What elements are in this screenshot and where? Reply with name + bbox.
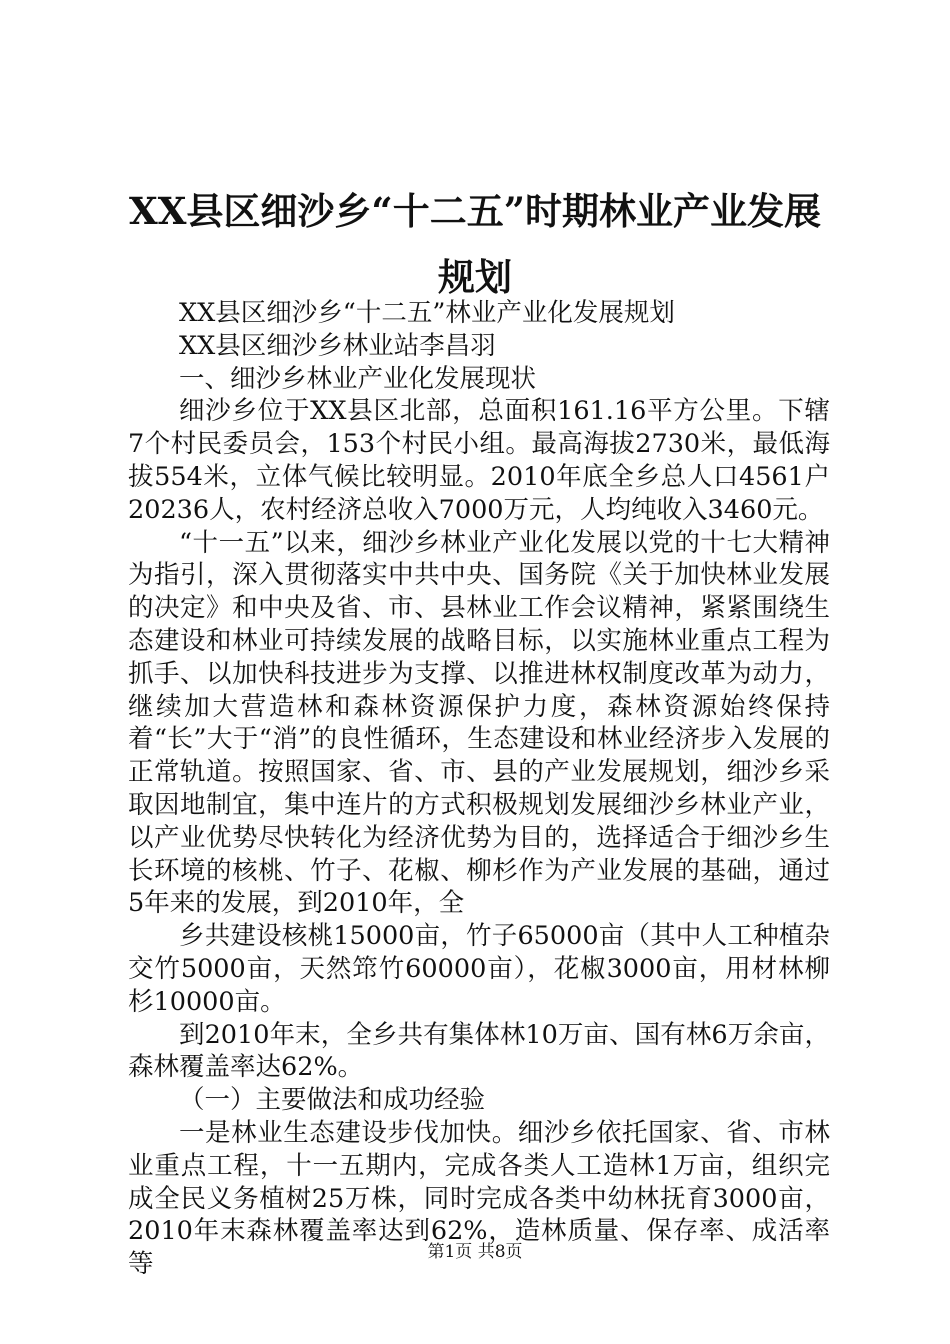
document-title: XX县区细沙乡“十二五”时期林业产业发展规划 (129, 189, 821, 299)
paragraph-author: XX县区细沙乡林业站李昌羽 (179, 330, 496, 361)
page-indicator: 第1页 共8页 (427, 1242, 523, 1262)
subsection-heading: （一）主要做法和成功经验 (179, 1085, 486, 1116)
document-body (128, 297, 830, 1281)
paragraph: 到2010年末，全乡共有集体林10万亩、国有林6万余亩，森林覆盖率达62%。 (128, 1019, 830, 1083)
paragraph: “十一五”以来，细沙乡林业产业化发展以党的十七大精神为指引，深入贯彻落实中共中央、国务院《关于加快林业发展的决定》和中央及省、市、县林业工作会议精神，紧紧围绕生态建设和林业可持续发展的战略目标，以实施林业重点工程为抓手、以加快科技进步为支撑、以推进林权制度改革为动力，继续加大营造林和森林资源保护力度，森林资源始终保持着“长”大于“消”的良性循环，生态建设和林业经济步入发展的正常轨道。按照国家、省、市、县的产业发展规划，细沙乡采取因地制宜，集中连片的方式积极规划发展细沙乡林业产业，以产业优势尽快转化为经济优势为目的，选择适合于细沙乡生长环境的核桃、竹子、花椒、柳杉作为产业发展的基础，通过5年来的发展，到2010年，全 (128, 527, 830, 919)
paragraph-subtitle: XX县区细沙乡“十二五”林业产业化发展规划 (179, 298, 675, 328)
paragraph: 一是林业生态建设步伐加快。细沙乡依托国家、省、市林业重点工程，十一五期内，完成各类人工造林1万亩，组织完成全民义务植树25万株，同时完成各类中幼林抚育3000亩，2010年末森林覆盖率达到62%，造林质量、保存率、成活率等 (128, 1117, 830, 1280)
section-heading: 一、细沙乡林业产业化发展现状 (179, 363, 537, 394)
paragraph: 乡共建设核桃15000亩，竹子65000亩（其中人工种植杂交竹5000亩，天然筇竹60000亩），花椒3000亩，用材林柳杉10000亩。 (128, 921, 830, 1017)
paragraph: 细沙乡位于XX县区北部，总面积161.16平方公里。下辖7个村民委员会，153个村民小组。最高海拔2730米，最低海拔554米，立体气候比较明显。2010年底全乡总人口4561户20236人，农村经济总收入7000万元，人均纯收入3460元。 (128, 396, 830, 525)
